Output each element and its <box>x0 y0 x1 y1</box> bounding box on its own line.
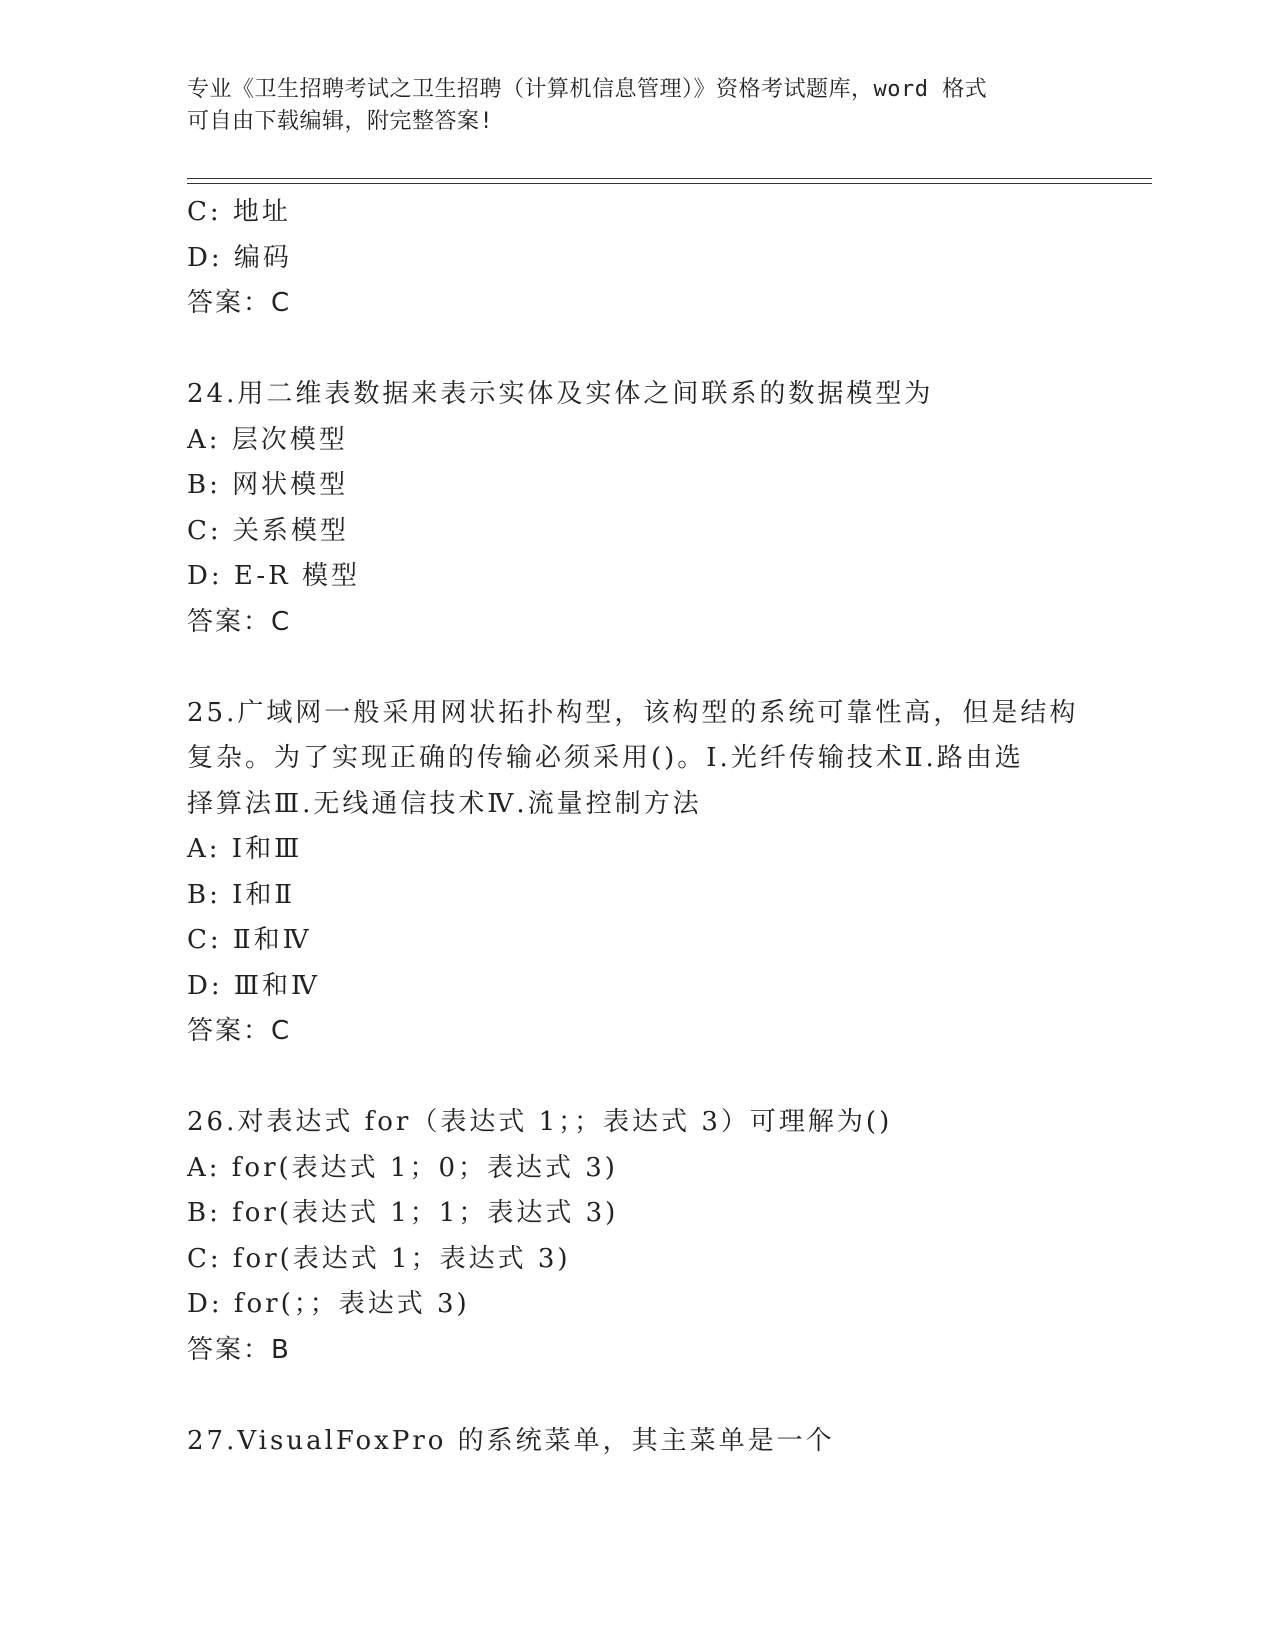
option-c: C: for(表达式 1；表达式 3) <box>187 1243 571 1274</box>
question-stem: 26.对表达式 for（表达式 1；；表达式 3）可理解为() <box>187 1107 893 1137</box>
answer-line: 答案：B <box>187 1334 291 1365</box>
option-a: A: Ⅰ和Ⅲ <box>187 834 303 864</box>
question-24 <box>187 372 1087 645</box>
option-d: D: Ⅲ和Ⅳ <box>187 970 320 1001</box>
question-list <box>187 190 1087 1464</box>
header-rule-top <box>187 178 1152 179</box>
option-c: C: 地址 <box>187 197 291 227</box>
question-stem: 24.用二维表数据来表示实体及实体之间联系的数据模型为 <box>187 379 934 409</box>
header-line-2: 可自由下载编辑，附完整答案! <box>187 109 494 134</box>
question-26 <box>187 1100 1087 1373</box>
answer-line: 答案：C <box>187 606 292 637</box>
option-c: C: 关系模型 <box>187 515 349 546</box>
answer-line: 答案：C <box>187 1016 292 1046</box>
header-line-1: 专业《卫生招聘考试之卫生招聘（计算机信息管理）》资格考试题库，word 格式 <box>187 77 988 102</box>
option-d: D: E-R 模型 <box>187 561 360 591</box>
question-27 <box>187 1419 1087 1465</box>
question-23-continued <box>187 190 1087 327</box>
option-b: B: for(表达式 1；1；表达式 3) <box>187 1198 619 1228</box>
option-a: A: 层次模型 <box>187 424 348 455</box>
page-header <box>187 74 1067 138</box>
header-rule-bottom <box>187 183 1152 184</box>
spacer <box>187 1373 1087 1419</box>
option-c: C: Ⅱ和Ⅳ <box>187 925 312 955</box>
answer-line: 答案：C <box>187 288 292 318</box>
question-25 <box>187 691 1087 1055</box>
option-d: D: 编码 <box>187 242 292 273</box>
option-a: A: for(表达式 1；0；表达式 3) <box>187 1152 618 1183</box>
option-b: B: Ⅰ和Ⅱ <box>187 879 296 910</box>
spacer <box>187 1055 1087 1101</box>
option-b: B: 网状模型 <box>187 470 349 500</box>
option-d: D: for(；；表达式 3) <box>187 1289 470 1319</box>
question-stem: 择算法Ⅲ.无线通信技术Ⅳ.流量控制方法 <box>187 788 702 819</box>
spacer <box>187 327 1087 373</box>
question-stem: 25.广域网一般采用网状拓扑构型，该构型的系统可靠性高，但是结构 <box>187 697 1079 728</box>
question-stem: 27.VisualFoxPro 的系统菜单，其主菜单是一个 <box>187 1425 835 1456</box>
question-stem: 复杂。为了实现正确的传输必须采用()。Ⅰ.光纤传输技术Ⅱ.路由选 <box>187 743 1024 773</box>
spacer <box>187 645 1087 691</box>
